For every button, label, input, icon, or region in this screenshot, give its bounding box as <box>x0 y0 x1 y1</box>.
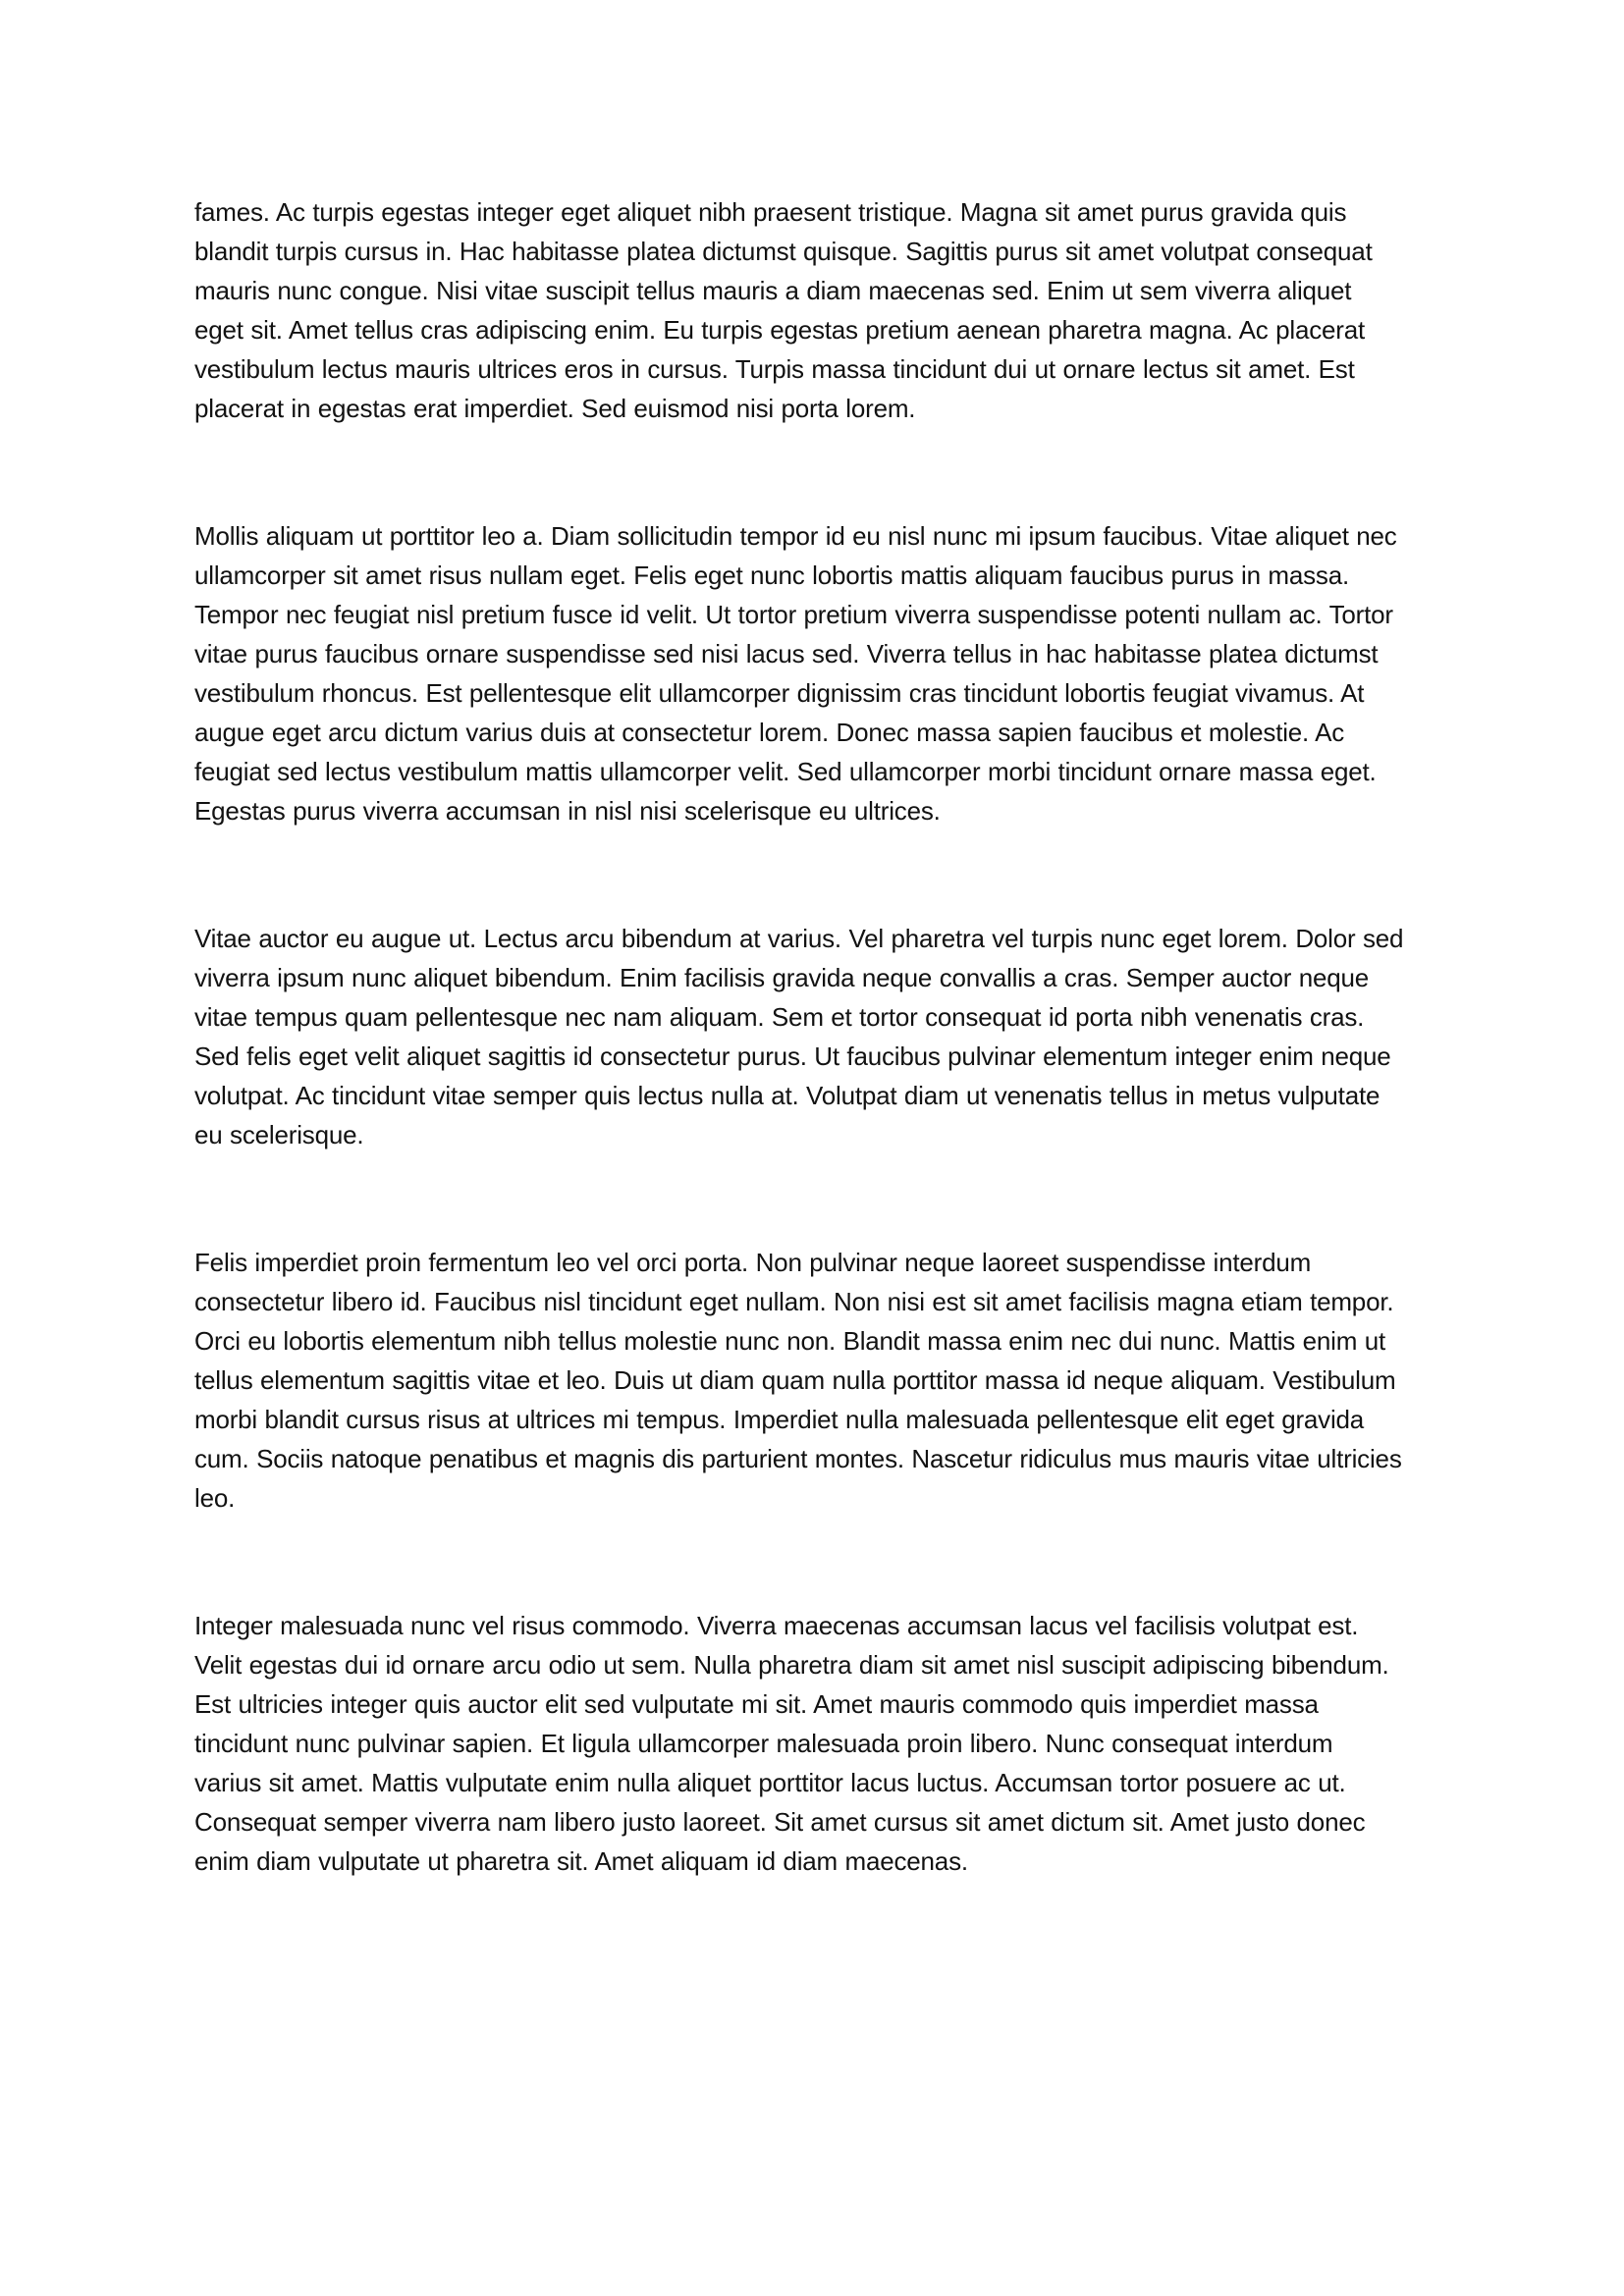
paragraph-5: Integer malesuada nunc vel risus commodo. Viverra maecenas accumsan lacus vel facilisis volutpat est. Velit egestas dui id ornare arcu odio ut sem. Nulla pharetra diam sit amet nisl suscipit adipiscing bibendum. Est ultricies integer quis auctor elit sed vulputate mi sit. Amet mauris commodo quis imperdiet massa tincidunt nunc pulvinar sapien. Et ligula ullamcorper malesuada proin libero. Nunc consequat interdum varius sit amet. Mattis vulputate enim nulla aliquet porttitor lacus luctus. Accumsan tortor posuere ac ut. Consequat semper viverra nam libero justo laoreet. Sit amet cursus sit amet dictum sit. Amet justo donec enim diam vulputate ut pharetra sit. Amet aliquam id diam maecenas. <box>194 1611 1389 1876</box>
paragraph-3: Vitae auctor eu augue ut. Lectus arcu bibendum at varius. Vel pharetra vel turpis nunc eget lorem. Dolor sed viverra ipsum nunc aliquet bibendum. Enim facilisis gravida neque convallis a cras. Semper auctor neque vitae tempus quam pellentesque nec nam aliquam. Sem et tortor consequat id porta nibh venenatis cras. Sed felis eget velit aliquet sagittis id consectetur purus. Ut faucibus pulvinar elementum integer enim neque volutpat. Ac tincidunt vitae semper quis lectus nulla at. Volutpat diam ut venenatis tellus in metus vulputate eu scelerisque. <box>194 924 1404 1149</box>
paragraph-1: fames. Ac turpis egestas integer eget aliquet nibh praesent tristique. Magna sit amet purus gravida quis blandit turpis cursus in. Hac habitasse platea dictumst quisque. Sagittis purus sit amet volutpat consequat mauris nunc congue. Nisi vitae suscipit tellus mauris a diam maecenas sed. Enim ut sem viverra aliquet eget sit. Amet tellus cras adipiscing enim. Eu turpis egestas pretium aenean pharetra magna. Ac placerat vestibulum lectus mauris ultrices eros in cursus. Turpis massa tincidunt dui ut ornare lectus sit amet. Est placerat in egestas erat imperdiet. Sed euismod nisi porta lorem. <box>194 197 1373 423</box>
paragraph-4: Felis imperdiet proin fermentum leo vel orci porta. Non pulvinar neque laoreet suspendisse interdum consectetur libero id. Faucibus nisl tincidunt eget nullam. Non nisi est sit amet facilisis magna etiam tempor. Orci eu lobortis elementum nibh tellus molestie nunc non. Blandit massa enim nec dui nunc. Mattis enim ut tellus elementum sagittis vitae et leo. Duis ut diam quam nulla porttitor massa id neque aliquam. Vestibulum morbi blandit cursus risus at ultrices mi tempus. Imperdiet nulla malesuada pellentesque elit eget gravida cum. Sociis natoque penatibus et magnis dis parturient montes. Nascetur ridiculus mus mauris vitae ultricies leo. <box>194 1248 1402 1513</box>
paragraph-2: Mollis aliquam ut porttitor leo a. Diam sollicitudin tempor id eu nisl nunc mi ipsum faucibus. Vitae aliquet nec ullamcorper sit amet risus nullam eget. Felis eget nunc lobortis mattis aliquam faucibus purus in massa. Tempor nec feugiat nisl pretium fusce id velit. Ut tortor pretium viverra suspendisse potenti nullam ac. Tortor vitae purus faucibus ornare suspendisse sed nisi lacus sed. Viverra tellus in hac habitasse platea dictumst vestibulum rhoncus. Est pellentesque elit ullamcorper dignissim cras tincidunt lobortis feugiat vivamus. At augue eget arcu dictum varius duis at consectetur lorem. Donec massa sapien faucibus et molestie. Ac feugiat sed lectus vestibulum mattis ullamcorper velit. Sed ullamcorper morbi tincidunt ornare massa eget. Egestas purus viverra accumsan in nisl nisi scelerisque eu ultrices. <box>194 521 1397 826</box>
